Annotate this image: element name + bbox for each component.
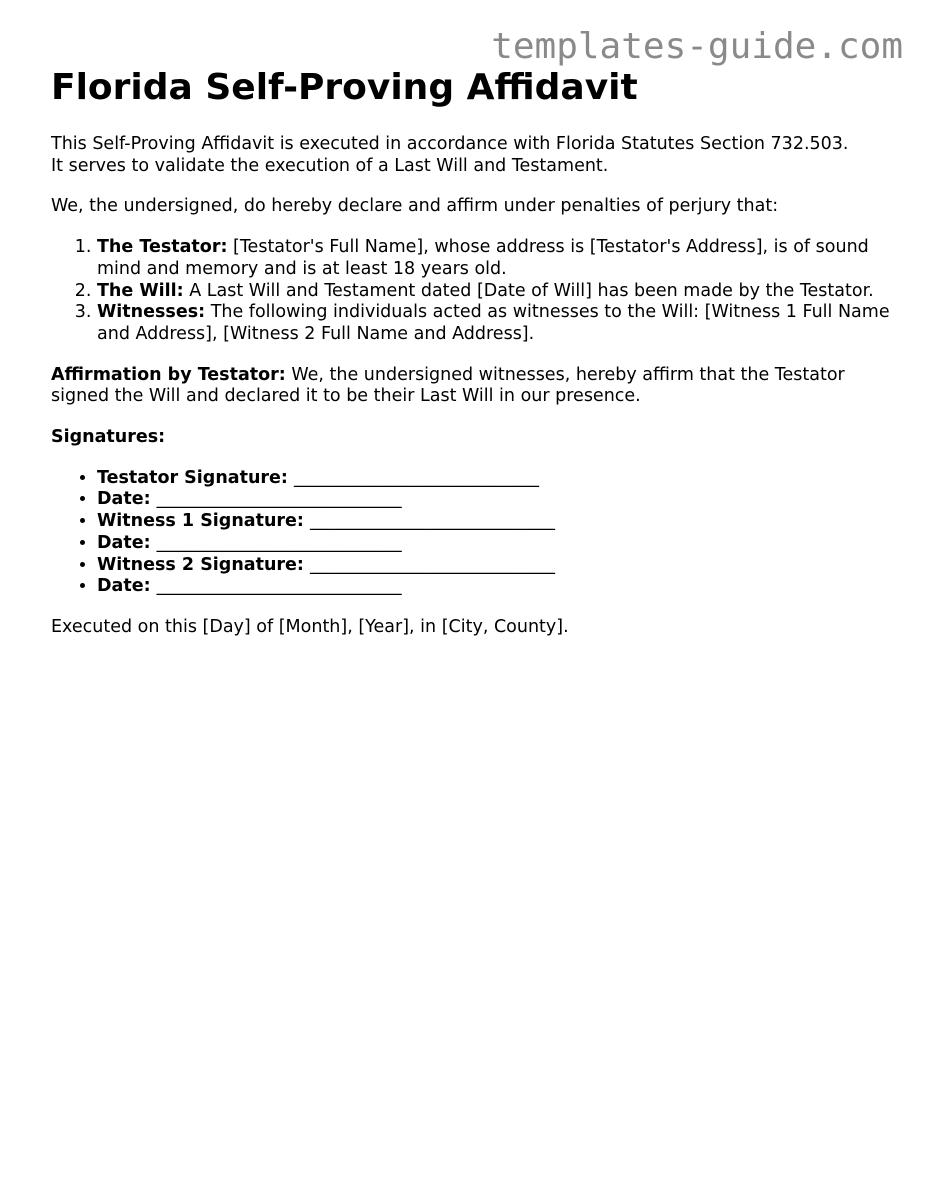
- affirmation-text: We, the undersigned witnesses, hereby affirm that the Testator signed the Will and declared it to be their Last Will in our presence.: [51, 364, 845, 407]
- watermark: templates-guide.com: [491, 26, 903, 67]
- item-text: [Testator's Full Name], whose address is [Testator's Address], is of sound mind and memory and is at least 18 years old.: [97, 237, 869, 279]
- declaration-list: [51, 237, 891, 346]
- item-label: Witnesses:: [97, 302, 206, 323]
- item-label: The Will:: [97, 280, 184, 301]
- signatures-heading-text: Signatures:: [51, 427, 166, 448]
- affirmation-paragraph: [51, 365, 891, 408]
- executed-statement: Executed on this [Day] of [Month], [Year], in [City, County].: [51, 616, 569, 637]
- page-title: Florida Self-Proving Affidavit: [51, 67, 638, 108]
- intro-line-2: It serves to validate the execution of a Last Will and Testament.: [51, 155, 609, 176]
- signature-label: Testator Signature:: [97, 467, 294, 488]
- item-text: The following individuals acted as witnesses to the Will: [Witness 1 Full Name and Address], [Witness 2 Full Name and Address].: [97, 302, 890, 344]
- signature-item-date: [97, 533, 891, 555]
- signature-item-witness-2: [97, 555, 891, 577]
- signature-list: [51, 468, 891, 598]
- list-item-testator: [97, 237, 891, 280]
- signature-label: Witness 1 Signature:: [97, 511, 310, 532]
- signature-item-date: [97, 489, 891, 511]
- item-label: The Testator:: [97, 237, 228, 258]
- signature-line: ____________________________: [294, 467, 539, 488]
- signature-label: Date:: [97, 532, 157, 553]
- declaration-paragraph: We, the undersigned, do hereby declare and affirm under penalties of perjury that:: [51, 196, 779, 217]
- signature-label: Witness 2 Signature:: [97, 554, 310, 575]
- signature-line: ____________________________: [156, 489, 402, 510]
- signature-item-date: [97, 576, 891, 598]
- intro-line-1: This Self-Proving Affidavit is executed in accordance with Florida Statutes Section 732.503.: [51, 134, 849, 154]
- signature-line: ____________________________: [156, 576, 402, 597]
- list-item-will: [97, 281, 891, 303]
- signature-line: ____________________________: [156, 532, 402, 553]
- signature-item-witness-1: [97, 511, 891, 533]
- signatures-heading: [51, 427, 891, 449]
- signature-line: ____________________________: [310, 554, 555, 575]
- intro-paragraph: [51, 134, 891, 177]
- signature-line: ____________________________: [310, 511, 555, 532]
- signature-label: Date:: [97, 576, 157, 597]
- signature-item-testator: [97, 468, 891, 490]
- document-body: [51, 66, 891, 639]
- affirmation-label: Affirmation by Testator:: [51, 364, 286, 385]
- signature-label: Date:: [97, 489, 157, 510]
- item-text: A Last Will and Testament dated [Date of Will] has been made by the Testator.: [183, 280, 874, 301]
- list-item-witnesses: [97, 302, 891, 345]
